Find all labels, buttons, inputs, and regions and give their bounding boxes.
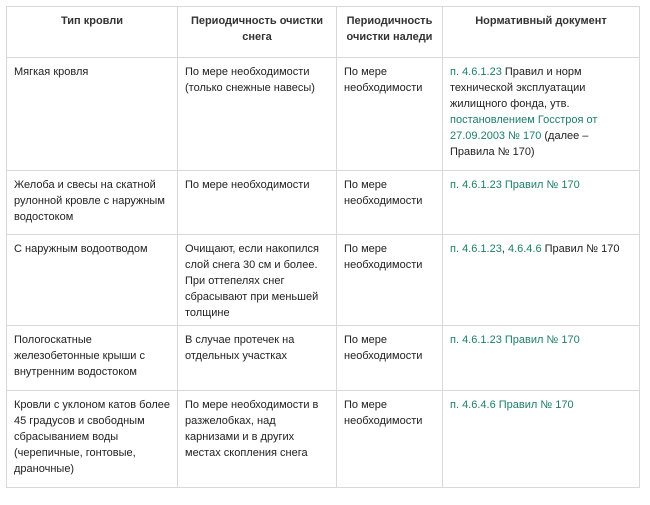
cell-norm-doc	[443, 391, 640, 488]
cell-ice-period: По мере необходимости	[337, 171, 443, 235]
cell-norm-doc	[443, 326, 640, 391]
header-ice-period: Периодичность очистки наледи	[337, 7, 443, 58]
doc-link[interactable]: п. 4.6.1.23 Правил № 170	[450, 334, 580, 346]
doc-text: Правил № 170	[541, 243, 620, 255]
doc-link[interactable]: 4.6.4.6	[507, 243, 542, 255]
table-row	[7, 58, 640, 171]
cell-snow-period: По мере необходимости (только снежные навесы)	[178, 58, 337, 171]
cell-snow-period: Очищают, если накопился слой снега 30 см и более. При оттепелях снег сбрасывают при меньшей толщине	[178, 235, 337, 326]
doc-link[interactable]: постановлением Госстроя от 27.09.2003 № 170	[450, 114, 598, 142]
doc-text: ,	[501, 243, 508, 255]
cell-ice-period: По мере необходимости	[337, 391, 443, 488]
cell-norm-doc	[443, 58, 640, 171]
cell-snow-period: В случае протечек на отдельных участках	[178, 326, 337, 391]
cell-snow-period: По мере необходимости в разжелобках, над карнизами и в других местах скопления снега	[178, 391, 337, 488]
table-row	[7, 391, 640, 488]
table-row	[7, 235, 640, 326]
doc-link[interactable]: п. 4.6.1.23	[450, 243, 502, 255]
cell-norm-doc	[443, 171, 640, 235]
cell-roof-type: Мягкая кровля	[7, 58, 178, 171]
roof-cleaning-table	[6, 6, 640, 488]
header-snow-period: Периодичность очистки снега	[178, 7, 337, 58]
doc-text: Правил и норм технической эксплуатации жилищного фонда, утв.	[450, 66, 586, 110]
cell-roof-type: С наружным водоотводом	[7, 235, 178, 326]
cell-ice-period: По мере необходимости	[337, 58, 443, 171]
header-roof-type: Тип кровли	[7, 7, 178, 58]
header-norm-doc: Нормативный документ	[443, 7, 640, 58]
cell-roof-type: Кровли с уклоном катов более 45 градусов и свободным сбрасыванием воды (черепичные, гонтовые, драночные)	[7, 391, 178, 488]
table-row	[7, 326, 640, 391]
doc-text: (далее – Правила № 170)	[450, 130, 589, 158]
cell-roof-type: Желоба и свесы на скатной рулонной кровле с наружным водостоком	[7, 171, 178, 235]
table-header-row	[7, 7, 640, 58]
table-row	[7, 171, 640, 235]
cell-norm-doc	[443, 235, 640, 326]
doc-link[interactable]: п. 4.6.1.23	[450, 66, 502, 78]
cell-snow-period: По мере необходимости	[178, 171, 337, 235]
cell-roof-type: Пологоскатные железобетонные крыши с внутренним водостоком	[7, 326, 178, 391]
cell-ice-period: По мере необходимости	[337, 326, 443, 391]
doc-link[interactable]: п. 4.6.4.6 Правил № 170	[450, 399, 574, 411]
cell-ice-period: По мере необходимости	[337, 235, 443, 326]
doc-link[interactable]: п. 4.6.1.23 Правил № 170	[450, 179, 580, 191]
